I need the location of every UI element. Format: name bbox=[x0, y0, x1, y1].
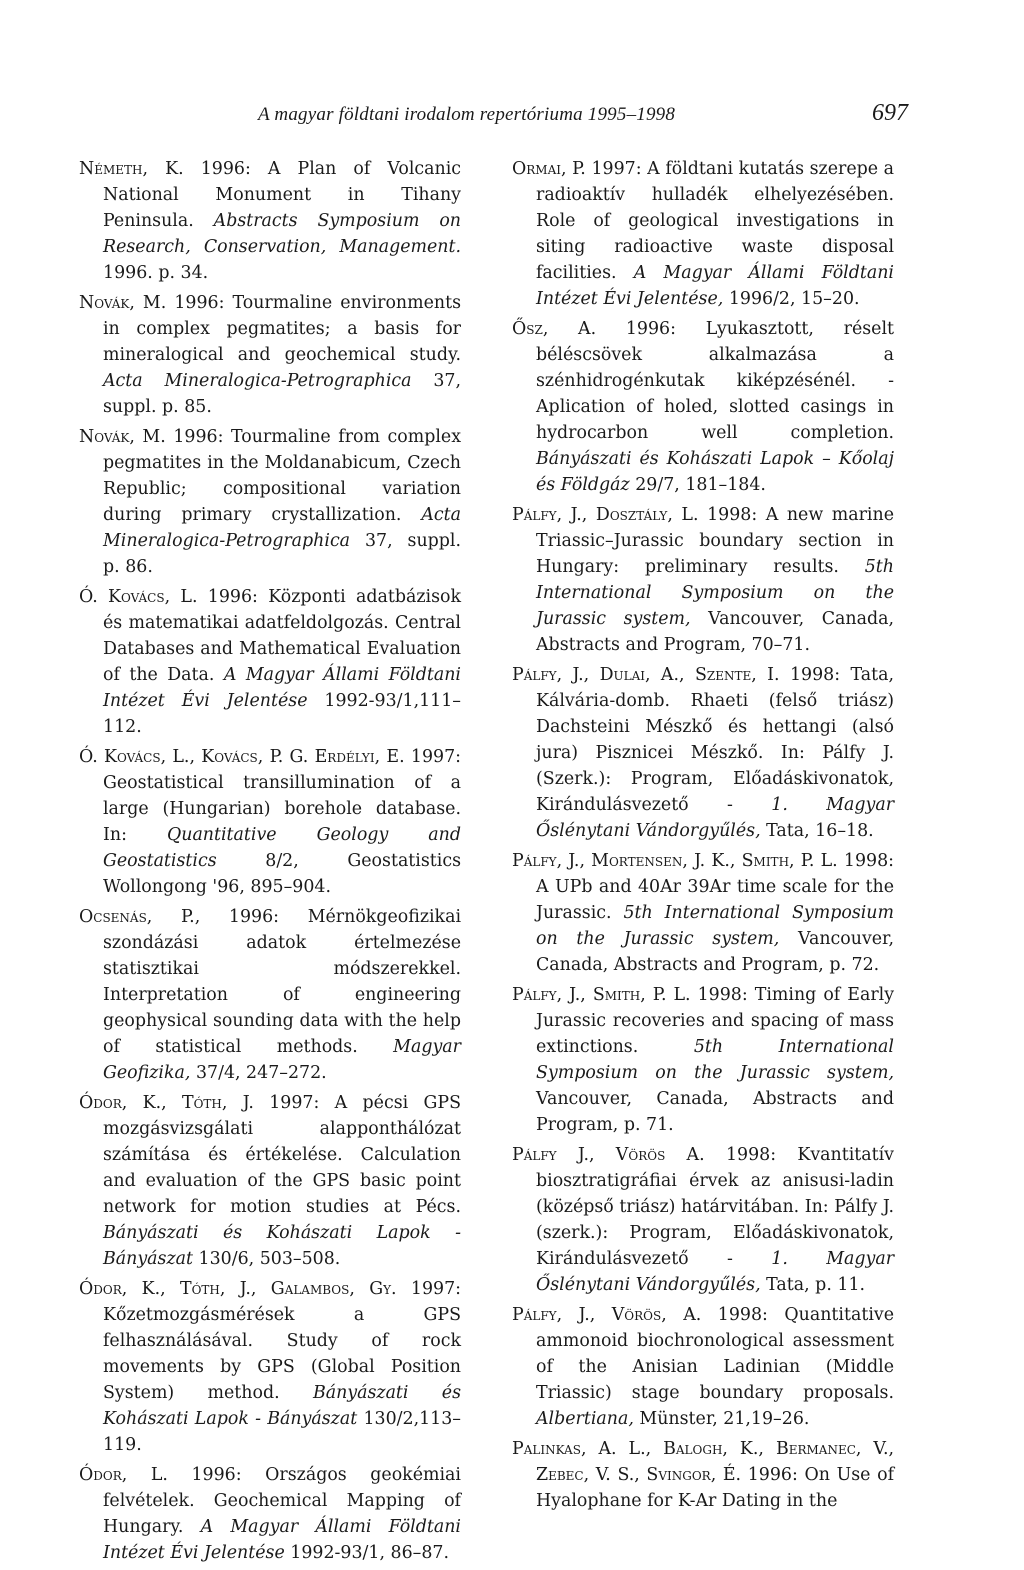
entry-authors: Pálfy, J., Vörös, A. bbox=[512, 1305, 702, 1325]
entry-year: 1997: bbox=[410, 747, 462, 767]
entry-year: 1998: bbox=[725, 1145, 777, 1165]
entry-authors: Pálfy, J., Dosztály, L. bbox=[512, 505, 699, 525]
entry-authors: Pálfy J., Vörös A. bbox=[512, 1145, 705, 1165]
bibliography-entry bbox=[512, 316, 894, 498]
entry-year: 1997: bbox=[269, 1093, 320, 1113]
entry-year: 1998: bbox=[789, 665, 841, 685]
entry-authors: Ódor, K., Tóth, J., Galambos, Gy. bbox=[79, 1279, 397, 1299]
entry-year: 1996: bbox=[200, 159, 251, 179]
entry-year: 1996: bbox=[174, 293, 225, 313]
bibliography-entry bbox=[79, 424, 461, 580]
entry-authors: Ódor, L. bbox=[79, 1465, 168, 1485]
entry-year: 1998: bbox=[707, 505, 758, 525]
entry-authors: Novák, M. bbox=[79, 293, 167, 313]
entry-volume-pages: Vancouver, Canada, Abstracts and Program, p. 71. bbox=[536, 1089, 894, 1135]
bibliography-entry bbox=[79, 1276, 461, 1458]
bibliography-entry bbox=[79, 156, 461, 286]
entry-year: 1996: bbox=[747, 1465, 798, 1485]
entry-title: On Use of Hyalophane for K-Ar Dating in the bbox=[536, 1465, 895, 1511]
entry-title: Timing of Early Jurassic recoveries and spacing of mass extinctions. bbox=[536, 985, 895, 1057]
entry-volume-pages: 37, suppl. p. 85. bbox=[103, 371, 461, 417]
entry-year: 1996: bbox=[173, 427, 224, 447]
entry-title: A Plan of Volcanic National Monument in Tihany Peninsula. bbox=[103, 159, 461, 231]
entry-title: A pécsi GPS mozgásvizsgálati alapponthálózat számítása és értékelése. Calculation and evaluation of the GPS basic point network for motion studies at Pécs. bbox=[103, 1093, 462, 1217]
entry-title: Kőzetmozgásmérések a GPS felhasználásával. Study of rock movements by GPS (Global Position System) method. bbox=[103, 1305, 461, 1403]
bibliography-entry bbox=[512, 982, 894, 1138]
entry-authors: Pálfy, J., Mortensen, J. K., Smith, P. L. bbox=[512, 851, 838, 871]
entry-title: A new marine Triassic–Jurassic boundary section in Hungary: preliminary results. bbox=[536, 505, 894, 577]
entry-volume-pages: 130/2,113–119. bbox=[103, 1409, 462, 1455]
entry-volume-pages: 1992-93/1,111–112. bbox=[103, 691, 461, 737]
entry-authors: Ó. Kovács, L. bbox=[79, 587, 198, 607]
entry-authors: Palinkas, A. L., Balogh, K., Bermanec, V., Zebec, V. S., Svingor, É. bbox=[512, 1439, 894, 1485]
bibliography-entry bbox=[79, 290, 461, 420]
bibliography-entry bbox=[512, 1302, 894, 1432]
entry-authors: Németh, K. bbox=[79, 159, 184, 179]
entry-authors: Pálfy, J., Smith, P. L. bbox=[512, 985, 691, 1005]
entry-source: A Magyar Állami Földtani Intézet Évi Jelentése bbox=[103, 1517, 461, 1563]
entry-title: Tourmaline environments in complex pegmatites; a basis for mineralogical and geochemical study. bbox=[103, 293, 462, 365]
entry-volume-pages: 130/6, 503–508. bbox=[198, 1249, 341, 1269]
entry-source: Abstracts Symposium on Research, Conservation, Management. bbox=[103, 211, 461, 257]
entry-authors: Ormai, P. bbox=[512, 159, 586, 179]
entry-authors: Ocsenás, P., bbox=[79, 907, 201, 927]
entry-title: Lyukasztott, réselt béléscsövek alkalmazása a szénhidrogénkutak kiképzésénél. - Aplication of holed, slotted casings in hydrocarbon well completion. bbox=[536, 319, 895, 443]
entry-year: 1996: bbox=[191, 1465, 242, 1485]
entry-title: Kvantitatív biosztratigráfiai érvek az anisusi-ladin (középső triász) határvitában. In: Pálfy J. (szerk.): Program, Előadáskivonatok, Kirándulásvezető - bbox=[536, 1145, 895, 1269]
entry-title: Tata, Kálvária-domb. Rhaeti (felső triász) Dachsteini Mészkő és hettangi (alsó jura) Pisznicei Mészkő. In: Pálfy J. (Szerk.): Program, Előadáskivonatok, Kirándulásvezető - bbox=[536, 665, 894, 815]
bibliography-entry bbox=[79, 744, 461, 900]
bibliography-entry bbox=[79, 1090, 461, 1272]
entry-title: A UPb and 40Ar 39Ar time scale for the Jurassic. bbox=[536, 877, 894, 923]
entry-source: 1. Magyar Őslénytani Vándorgyűlés, bbox=[536, 795, 895, 841]
entry-source: 5th International Symposium on the Jurassic system, bbox=[536, 557, 894, 629]
entry-source: Bányászati és Kohászati Lapok - Bányászat bbox=[103, 1383, 461, 1429]
entry-source: Magyar Geofizika, bbox=[103, 1037, 461, 1083]
left-column bbox=[79, 156, 461, 1570]
entry-title: A földtani kutatás szerepe a radioaktív hulladék elhelyezésében. Role of geological investigations in siting radioactive waste disposal facilities. bbox=[536, 159, 895, 283]
entry-source: Acta Mineralogica-Petrographica bbox=[103, 505, 461, 551]
entry-source: A Magyar Állami Földtani Intézet Évi Jelentése bbox=[103, 665, 461, 711]
running-header: A magyar földtani irodalom repertóriuma 1995–1998 bbox=[258, 104, 676, 125]
entry-year: 1997: bbox=[410, 1279, 462, 1299]
entry-authors: Ó. Kovács, L., Kovács, P. G. Erdélyi, E. bbox=[79, 747, 405, 767]
bibliography-entry bbox=[79, 904, 461, 1086]
entry-source: Bányászati és Kohászati Lapok – Kőolaj és Földgáz bbox=[536, 449, 894, 495]
entry-volume-pages: Tata, p. 11. bbox=[766, 1275, 866, 1295]
right-column bbox=[512, 156, 894, 1518]
entry-source: 5th International Symposium on the Jurassic system, bbox=[536, 1037, 894, 1083]
entry-volume-pages: 37/4, 247–272. bbox=[195, 1063, 327, 1083]
entry-source: 1. Magyar Őslénytani Vándorgyűlés, bbox=[536, 1249, 895, 1295]
entry-volume-pages: 1996. p. 34. bbox=[103, 263, 209, 283]
entry-title: Geostatistical transillumination of a large (Hungarian) borehole database. In: bbox=[103, 773, 461, 845]
bibliography-entry bbox=[512, 1436, 894, 1514]
entry-source: Acta Mineralogica-Petrographica bbox=[103, 371, 412, 391]
entry-year: 1998: bbox=[697, 985, 748, 1005]
entry-authors: Ősz, A. bbox=[512, 319, 597, 339]
entry-year: 1998: bbox=[843, 851, 895, 871]
entry-authors: Pálfy, J., Dulai, A., Szente, I. bbox=[512, 665, 780, 685]
entry-volume-pages: 1992-93/1, 86–87. bbox=[290, 1543, 450, 1563]
entry-year: 1996: bbox=[207, 587, 258, 607]
entry-title: Tourmaline from complex pegmatites in the Moldanabicum, Czech Republic; compositional variation during primary crystallization. bbox=[103, 427, 462, 525]
entry-volume-pages: 37, suppl. p. 86. bbox=[103, 531, 462, 577]
bibliography-entry bbox=[512, 156, 894, 312]
entry-source: Bányászati és Kohászati Lapok - Bányászat bbox=[103, 1223, 461, 1269]
bibliography-entry bbox=[512, 502, 894, 658]
entry-source: 5th International Symposium on the Jurassic system, bbox=[536, 903, 894, 949]
entry-title: Országos geokémiai felvételek. Geochemical Mapping of Hungary. bbox=[103, 1465, 461, 1537]
entry-title: Quantitative ammonoid biochronological assessment of the Anisian Ladinian (Middle Triassic) stage boundary proposals. bbox=[536, 1305, 895, 1403]
entry-title: Mérnökgeofizikai szondázási adatok értelmezése statisztikai módszerekkel. Interpretation of engineering geophysical sounding data with the help of statistical methods. bbox=[103, 907, 462, 1057]
entry-title: Központi adatbázisok és matematikai adatfeldolgozás. Central Databases and Mathematical Evaluation of the Data. bbox=[103, 587, 462, 685]
entry-year: 1996: bbox=[228, 907, 280, 927]
entry-volume-pages: Münster, 21,19–26. bbox=[639, 1409, 810, 1429]
entry-source: A Magyar Állami Földtani Intézet Évi Jelentése, bbox=[536, 263, 894, 309]
entry-year: 1998: bbox=[717, 1305, 768, 1325]
entry-source: Quantitative Geology and Geostatistics bbox=[103, 825, 462, 871]
entry-volume-pages: 1996/2, 15–20. bbox=[728, 289, 860, 309]
entry-source: Albertiana, bbox=[536, 1409, 634, 1429]
entry-authors: Ódor, K., Tóth, J. bbox=[79, 1093, 254, 1113]
entry-authors: Novák, M. bbox=[79, 427, 166, 447]
bibliography-entry bbox=[79, 584, 461, 740]
entry-year: 1996: bbox=[625, 319, 676, 339]
entry-volume-pages: Tata, 16–18. bbox=[766, 821, 874, 841]
entry-year: 1997: bbox=[591, 159, 642, 179]
page-number: 697 bbox=[872, 100, 908, 126]
entry-volume-pages: 8/2, Geostatistics Wollongong '96, 895–904. bbox=[103, 851, 461, 897]
entry-volume-pages: Vancouver, Canada, Abstracts and Program, p. 72. bbox=[536, 929, 894, 975]
bibliography-entry bbox=[512, 662, 894, 844]
bibliography-entry bbox=[512, 848, 894, 978]
entry-volume-pages: Vancouver, Canada, Abstracts and Program, 70–71. bbox=[536, 609, 894, 655]
bibliography-entry bbox=[512, 1142, 894, 1298]
bibliography-entry bbox=[79, 1462, 461, 1566]
entry-volume-pages: 29/7, 181–184. bbox=[635, 475, 766, 495]
